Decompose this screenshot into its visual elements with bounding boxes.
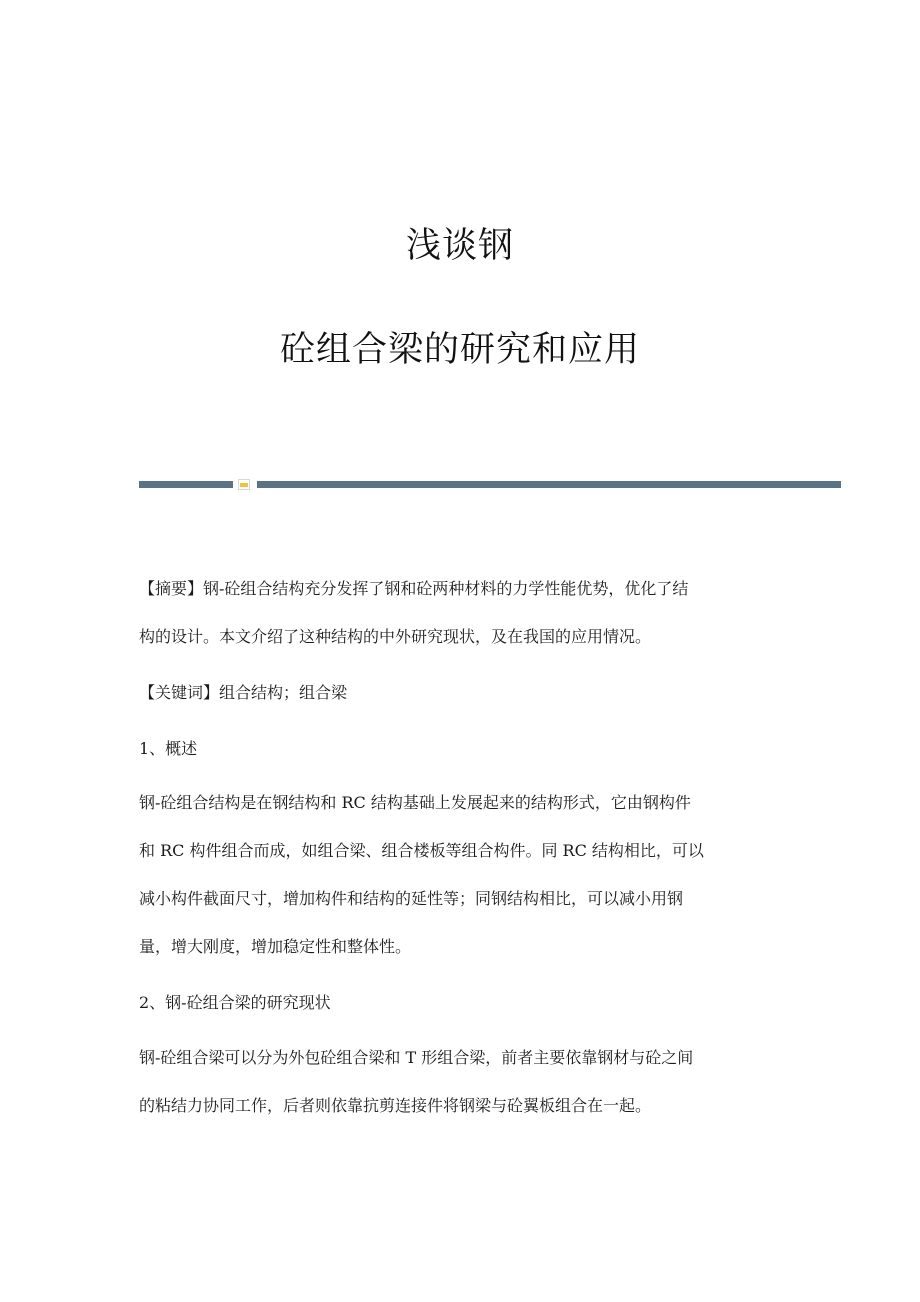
abstract-paragraph — [139, 565, 784, 661]
section-2-heading — [139, 979, 784, 1027]
keywords-paragraph — [139, 669, 784, 717]
divider-bar-right — [257, 481, 841, 488]
section-2-body — [139, 1034, 784, 1130]
abstract-line: 构的设计。本文介绍了这种结构的中外研究现状，及在我国的应用情况。 — [139, 627, 652, 646]
keywords-text: 【关键词】组合结构；组合梁 — [139, 683, 348, 702]
divider-bar-left — [139, 481, 233, 488]
body-line: 量，增大刚度，增加稳定性和整体性。 — [139, 937, 412, 956]
body-line: 钢-砼组合梁可以分为外包砼组合梁和 T 形组合梁，前者主要依靠钢材与砼之间 — [139, 1048, 694, 1067]
title-divider — [139, 476, 841, 492]
document-title-line-2: 砼组合梁的研究和应用 — [279, 330, 640, 370]
body-line: 和 RC 构件组合而成，如组合梁、组合楼板等组合构件。同 RC 结构相比，可以 — [139, 841, 704, 860]
section-heading-text: 1、概述 — [139, 739, 198, 758]
document-title-line-1: 浅谈钢 — [405, 226, 514, 266]
section-heading-text: 2、钢-砼组合梁的研究现状 — [139, 993, 331, 1012]
body-line: 的粘结力协同工作，后者则依靠抗剪连接件将钢梁与砼翼板组合在一起。 — [139, 1096, 652, 1115]
divider-badge-icon — [238, 479, 250, 490]
body-line: 钢-砼组合结构是在钢结构和 RC 结构基础上发展起来的结构形式，它由钢构件 — [139, 793, 691, 812]
section-1-heading — [139, 725, 784, 773]
section-1-body — [139, 779, 784, 971]
body-line: 减小构件截面尺寸，增加构件和结构的延性等；同钢结构相比，可以减小用钢 — [139, 889, 684, 908]
abstract-line: 【摘要】钢-砼组合结构充分发挥了钢和砼两种材料的力学性能优势，优化了结 — [139, 579, 689, 598]
